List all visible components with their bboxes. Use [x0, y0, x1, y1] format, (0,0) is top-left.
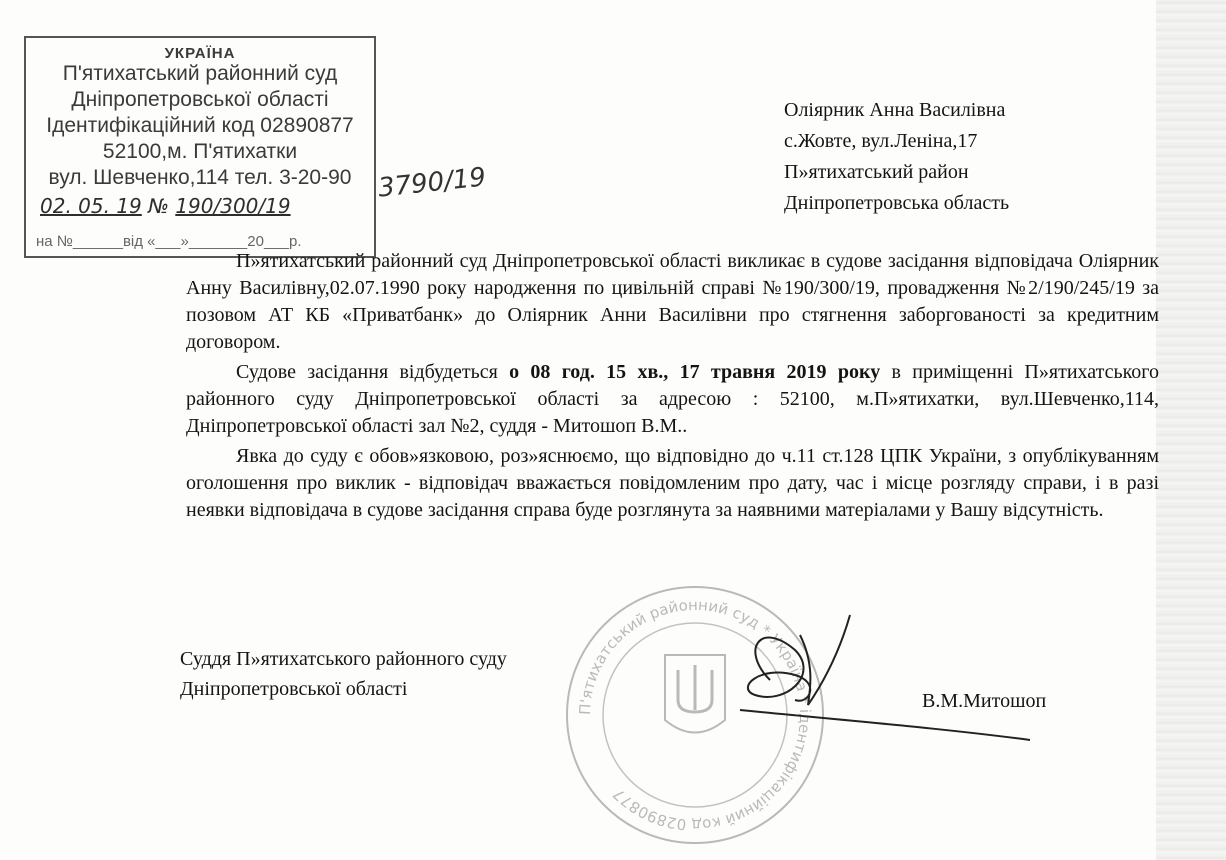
hearing-datetime: о 08 год. 15 хв., 17 травня 2019 року: [509, 361, 881, 383]
stamp-registration: [26, 194, 374, 218]
summons-paragraph-1: П»ятихатський районний суд Дніпропетровської області викликає в судове засідання відповідача Оліярник Анну Василівну,02.07.1990 року народження по цивільній справі №190/300/19, провадження №2/190/245/19 за позовом АТ КБ «Приватбанк» до Оліярник Анни Василівни про стягнення заборгованості за кредитним договором.: [186, 250, 1159, 353]
summons-paragraph-3: Явка до суду є обов»язковою, роз»яснюємо, що відповідно до ч.11 ст.128 ЦПК України, з опублікуванням оголошення про виклик - відповідач вважається повідомленим про дату, час і місце розгляду справи, і в разі неявки відповідача в судове засідання справа буде розглянута за наявними матеріалами у Вашу відсутність.: [186, 445, 1159, 521]
stamp-court: П'ятихатський районний суд: [62, 62, 338, 85]
registration-stamp: [24, 36, 376, 258]
stamp-reg-no: 190/300/19: [175, 194, 291, 218]
scan-edge: [1156, 0, 1226, 860]
stamp-reg-date: 02. 05. 19: [40, 194, 142, 218]
handwritten-signature: [700, 610, 1040, 750]
hearing-intro: Судове засідання відбудеться: [236, 361, 510, 383]
stamp-reg-no-label: №: [148, 194, 169, 218]
outgoing-number: 3790/19: [376, 162, 488, 204]
summons-body: [186, 248, 1159, 524]
judge-title-line2: Дніпропетровської області: [180, 678, 408, 700]
hearing-location: в приміщенні П»ятихатського районного суду Дніпропетровської області за адресою : 52100, м.П»ятихатки, вул.Шевченко,114, Дніпропетровської області зал №2, суддя - Митошоп В.М..: [186, 361, 1160, 437]
addressee-district: П»ятихатський район: [784, 161, 969, 183]
judge-title-line1: Суддя П»ятихатського районного суду: [180, 648, 507, 670]
addressee-region: Дніпропетровська область: [784, 192, 1010, 214]
stamp-incoming: на №______від «___»_______20___р.: [36, 233, 302, 250]
addressee-name: Оліярник Анна Василівна: [784, 99, 1006, 121]
addressee-street: с.Жовте, вул.Леніна,17: [784, 130, 978, 152]
addressee-block: [784, 95, 1009, 219]
summons-paragraph-2: [186, 359, 1159, 440]
stamp-code: Ідентифікаційний код 02890877: [46, 114, 354, 137]
judge-title: [180, 644, 507, 704]
stamp-address: вул. Шевченко,114 тел. 3-20-90: [48, 166, 352, 189]
judge-name: В.М.Митошоп: [922, 690, 1047, 712]
stamp-country: УКРАЇНА: [164, 45, 236, 62]
stamp-region: Дніпропетровської області: [71, 88, 329, 111]
stamp-city: 52100,м. П'ятихатки: [102, 140, 298, 163]
seal-text: П'ятихатський районний суд * Україна * ідентифікаційний код 02890877: [575, 595, 815, 835]
